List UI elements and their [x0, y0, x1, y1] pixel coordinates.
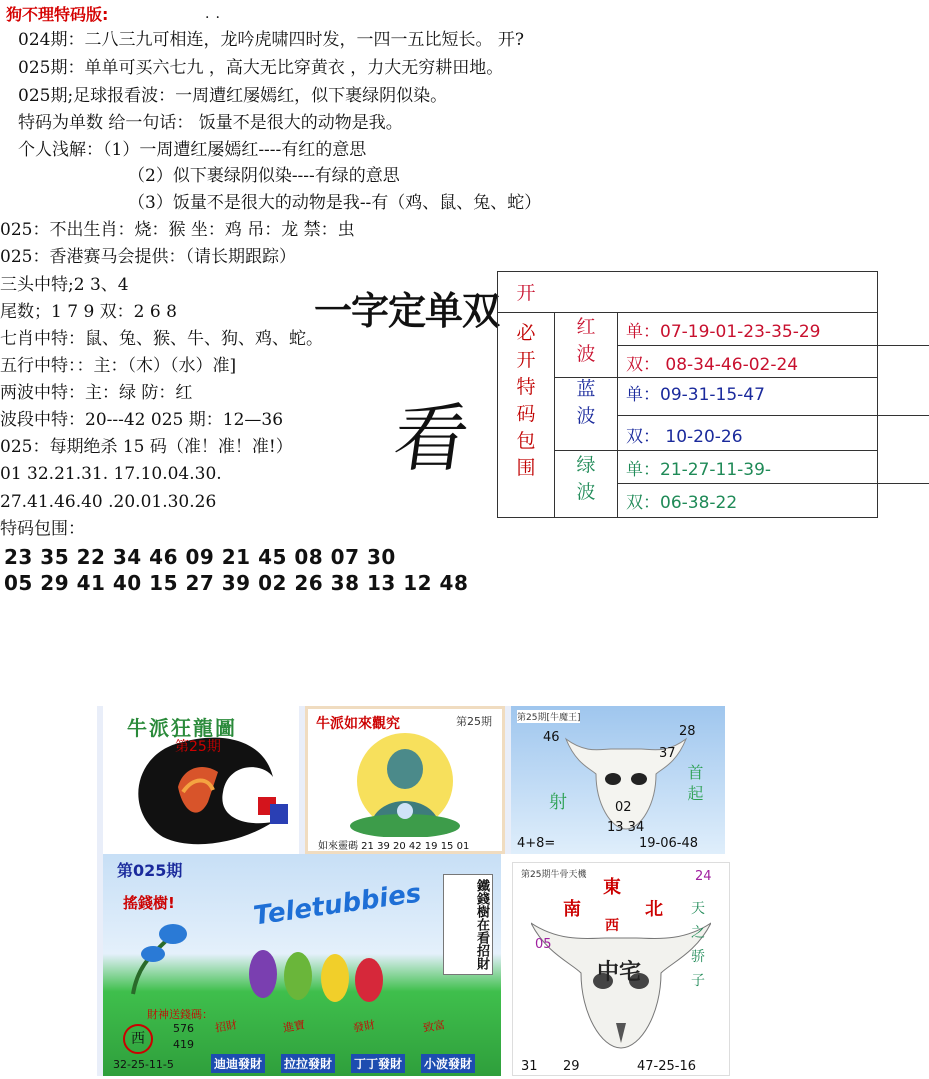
line-tail: 尾数；1 7 9 双：2 6 8 — [0, 302, 177, 322]
surround-numbers-1: 23 35 22 34 46 09 21 45 08 07 30 — [4, 545, 396, 569]
line-kill-nums-2: 27.41.46.40 .20.01.30.26 — [0, 492, 217, 512]
bull-skull-icon — [561, 724, 691, 834]
line-hkjc: 025：香港赛马会提供：（请长期跟踪） — [0, 247, 296, 267]
picture-skull-sky: 第25期[牛魔王] 46 28 37 射 首 起 02 13 34 4+8= 19-06-48 — [505, 706, 725, 854]
look-calligraphy: 看 — [388, 396, 475, 482]
line-no-zodiac: 025：不出生肖：烧：猴 坐：鸡 吊：龙 禁：虫 — [0, 220, 355, 240]
wave-blue-label: 蓝 波 — [576, 378, 596, 427]
line-kill: 025：每期绝杀 15 码（准！准！准!） — [0, 437, 293, 457]
wave-blue-single: 单：09-31-15-47 — [626, 385, 765, 405]
teletubbies-characters-icon — [113, 914, 433, 1004]
wave-green-single: 单：21-27-11-39- — [626, 460, 772, 480]
headline-calligraphy: 一字定单双 — [314, 288, 500, 333]
line-three-heads: 三头中特;2 3、4 — [0, 275, 129, 295]
buddha-icon — [330, 731, 480, 839]
wave-green-double: 双：06-38-22 — [626, 493, 738, 513]
line-025-football: 025期;足球报看波：一周遭红屡嫣红，似下裹绿阴似染。 — [18, 86, 448, 106]
line-seven-zodiac: 七肖中特：鼠、兔、猴、牛、狗、鸡、蛇。 — [0, 329, 323, 349]
wave-red-single: 单：07-19-01-23-35-29 — [626, 322, 821, 342]
wave-table — [497, 271, 878, 518]
picture-skull-compass: 第25期牛骨天機 24 東 南 北 西 05 中宅 天 之 骄 子 31 29 47-25-16 — [512, 862, 730, 1076]
line-024: 024期：二八三九可相连，龙吟虎啸四时发，一四一五比短长。 开? — [18, 30, 524, 50]
line-analysis-1: 个人浅解：（1）一周遭红屡嫣红----有红的意思 — [18, 140, 367, 160]
wave-blue-double: 双： 10-20-26 — [626, 427, 743, 447]
surround-numbers-2: 05 29 41 40 15 27 39 02 26 38 13 12 48 — [4, 571, 469, 595]
picture-teletubbies: 第025期 搖錢樹! Teletubbies 鐵錢樹在看招財 財神送錢碼： 西 576 419 32-25-11-5 招財 進寶 發財 致富 迪迪發財 拉拉發財 丁丁發財 小波發財 — [97, 854, 501, 1076]
wave-red-double: 双： 08-34-46-02-24 — [626, 355, 799, 375]
wave-green-label: 绿 波 — [576, 454, 596, 503]
page-title: 狗不理特码版: — [6, 5, 109, 24]
line-two-waves: 两波中特：主：绿 防：红 — [0, 383, 193, 403]
line-five-elements: 五行中特：：主：（木）（水）准] — [0, 356, 237, 376]
line-odd-hint: 特码为单数 给一句话： 饭量不是很大的动物是我。 — [18, 113, 403, 133]
line-surround-title: 特码包围： — [0, 519, 85, 539]
line-range: 波段中特：20---42 025 期：12—36 — [0, 410, 284, 430]
wave-red-label: 红 波 — [576, 316, 596, 365]
line-kill-nums-1: 01 32.21.31. 17.10.04.30. — [0, 464, 222, 484]
line-025-poem: 025期：单单可买六七九 ，高大无比穿黄衣 ，力大无穷耕田地。 — [18, 58, 504, 78]
picture-dragon: 牛派狂龍圖 第25期 — [97, 706, 305, 854]
table-top-row — [498, 272, 877, 313]
picture-buddha: 牛派如來觀究 第25期 如來靈碼 21 39 20 42 19 15 01 — [305, 706, 505, 854]
table-side-label: 开 必 开 特 码 包 围 — [516, 282, 536, 479]
line-analysis-3: （3）饭量不是很大的动物是我--有（鸡、鼠、兔、蛇） — [128, 193, 542, 213]
line-analysis-2: （2）似下裹绿阴似染----有绿的意思 — [128, 166, 400, 186]
decorative-dots: .. — [205, 6, 226, 22]
